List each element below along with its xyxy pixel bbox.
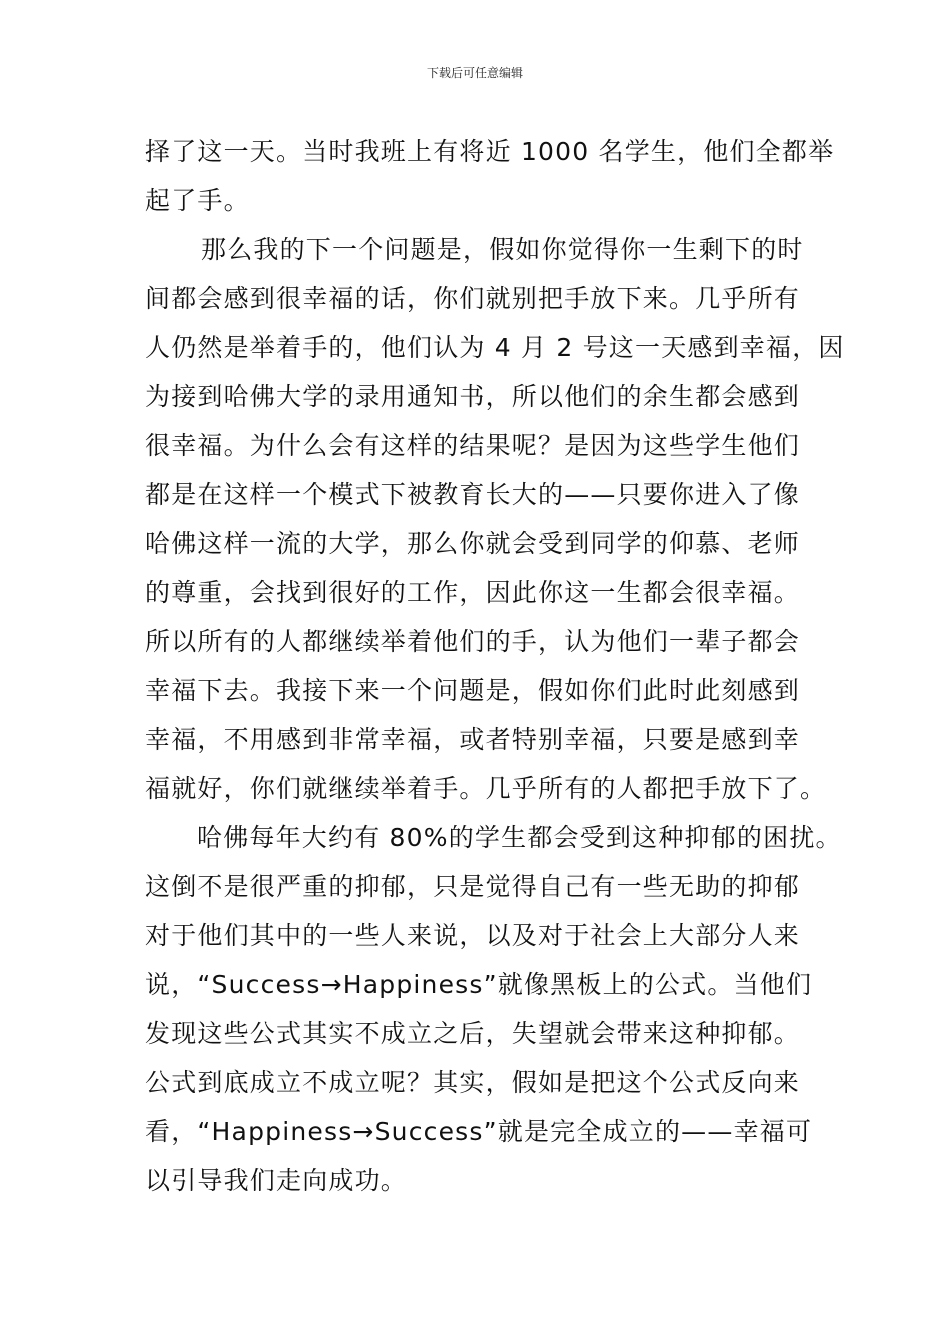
text-line: 都是在这样一个模式下被教育长大的——只要你进入了像 xyxy=(145,480,801,509)
text-line: 公式到底成立不成立呢？其实，假如是把这个公式反向来 xyxy=(145,1068,801,1097)
text-line: 发现这些公式其实不成立之后，失望就会带来这种抑郁。 xyxy=(145,1019,801,1048)
text-line: 哈佛每年大约有 80%的学生都会受到这种抑郁的困扰。 xyxy=(197,823,842,852)
paragraph-2 xyxy=(145,225,845,813)
text-line: 很幸福。为什么会有这样的结果呢？是因为这些学生他们 xyxy=(145,431,801,460)
text-line: 为接到哈佛大学的录用通知书，所以他们的余生都会感到 xyxy=(145,382,801,411)
text-line: 对于他们其中的一些人来说，以及对于社会上大部分人来 xyxy=(145,921,801,950)
text-line: 的尊重，会找到很好的工作，因此你这一生都会很幸福。 xyxy=(145,578,801,607)
paragraph-3 xyxy=(145,813,842,1205)
text-line: 幸福下去。我接下来一个问题是，假如你们此时此刻感到 xyxy=(145,676,801,705)
document-body xyxy=(145,127,845,1205)
text-line: 间都会感到很幸福的话，你们就别把手放下来。几乎所有 xyxy=(145,284,801,313)
page-header: 下载后可任意编辑 xyxy=(426,66,523,80)
text-line: 说，“Success→Happiness”就像黑板上的公式。当他们 xyxy=(145,970,813,999)
text-line: 以引导我们走向成功。 xyxy=(145,1166,408,1195)
text-line: 人仍然是举着手的，他们认为 4 月 2 号这一天感到幸福，因 xyxy=(145,333,845,362)
text-line: 所以所有的人都继续举着他们的手，认为他们一辈子都会 xyxy=(145,627,801,656)
text-line: 那么我的下一个问题是，假如你觉得你一生剩下的时 xyxy=(201,235,804,264)
text-line: 这倒不是很严重的抑郁，只是觉得自己有一些无助的抑郁 xyxy=(145,872,801,901)
text-line: 择了这一天。当时我班上有将近 1000 名学生，他们全都举 xyxy=(145,137,835,166)
text-line: 起了手。 xyxy=(145,186,250,215)
text-line: 哈佛这样一流的大学，那么你就会受到同学的仰慕、老师 xyxy=(145,529,801,558)
paragraph-1 xyxy=(145,127,835,225)
text-line: 看，“Happiness→Success”就是完全成立的——幸福可 xyxy=(145,1117,813,1146)
text-line: 福就好，你们就继续举着手。几乎所有的人都把手放下了。 xyxy=(145,774,827,803)
text-line: 幸福，不用感到非常幸福，或者特别幸福，只要是感到幸 xyxy=(145,725,801,754)
